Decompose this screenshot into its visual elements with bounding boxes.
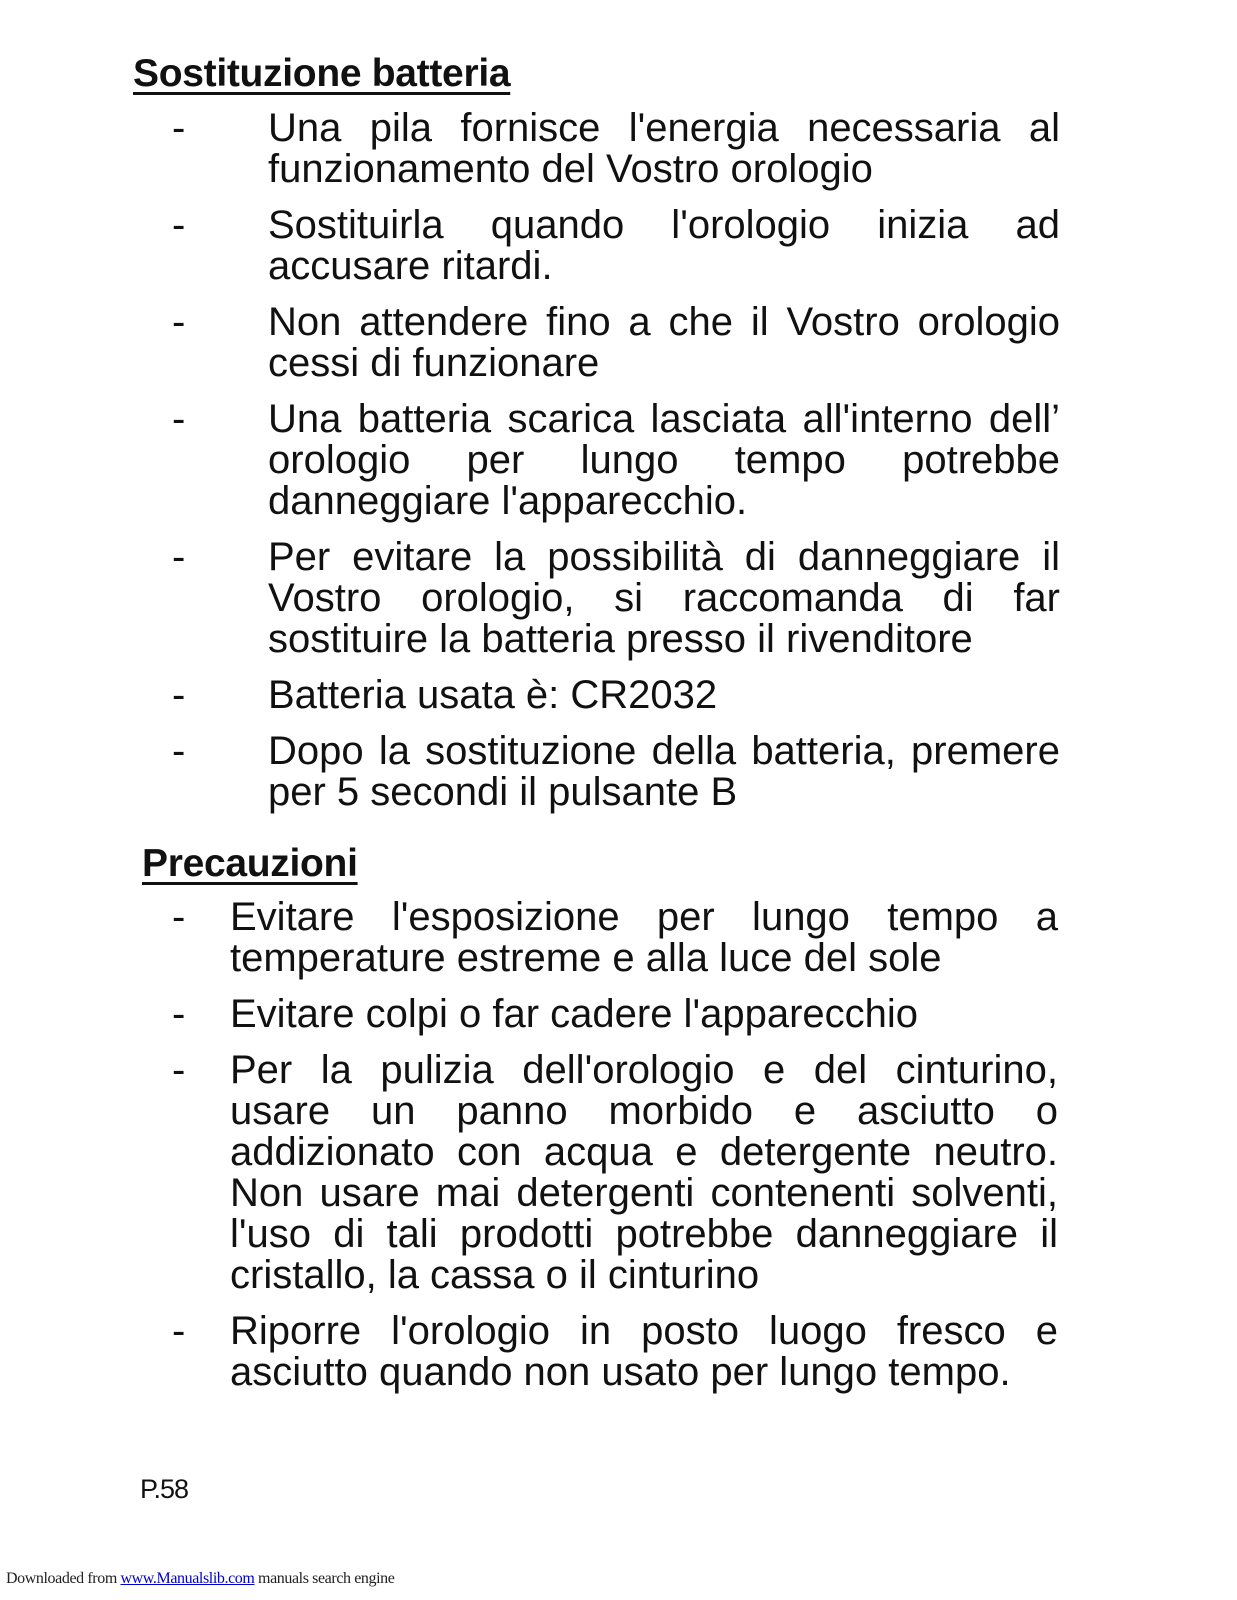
bullet-dash: - — [172, 729, 186, 773]
list-item-text: Per la pulizia dell'orologio e del cinturino, usare un panno morbido e asciutto o addizionato con acqua e detergente neutro. Non usare mai detergenti contenenti solventi, l'uso di tali prodotti potrebbe danneggiare il cristallo, la cassa o il cinturino — [230, 1048, 1058, 1297]
list-item-text: Batteria usata è: CR2032 — [268, 673, 718, 717]
list-item-text: Dopo la sostituzione della batteria, premere per 5 secondi il pulsante B — [268, 729, 1060, 814]
bullet-dash: - — [172, 203, 186, 247]
bullet-dash: - — [172, 673, 186, 717]
list-item-text: Evitare colpi o far cadere l'apparecchio — [230, 992, 919, 1036]
bullet-dash: - — [172, 106, 186, 150]
list-item — [0, 399, 1060, 522]
precautions-list — [0, 897, 1058, 1408]
list-item-text: Evitare l'esposizione per lungo tempo a temperature estreme e alla luce del sole — [230, 895, 1058, 980]
list-item — [0, 205, 1060, 287]
bullet-dash: - — [172, 535, 186, 579]
bullet-dash: - — [172, 1048, 186, 1092]
manualslib-link[interactable]: www.Manualslib.com — [120, 1570, 255, 1587]
list-item — [0, 1311, 1058, 1393]
list-item — [0, 675, 1060, 716]
list-item — [0, 302, 1060, 384]
list-item-text: Una batteria scarica lasciata all'interno dell’ orologio per lungo tempo potrebbe danneggiare l'apparecchio. — [268, 397, 1060, 523]
battery-replacement-list — [0, 108, 1060, 828]
bullet-dash: - — [172, 895, 186, 939]
list-item-text: Una pila fornisce l'energia necessaria al funzionamento del Vostro orologio — [268, 106, 1060, 191]
download-footer — [6, 1570, 394, 1588]
list-item-text: Sostituirla quando l'orologio inizia ad accusare ritardi. — [268, 203, 1060, 288]
section-title-precautions: Precauzioni — [142, 842, 358, 885]
list-item — [0, 897, 1058, 979]
list-item — [0, 537, 1060, 660]
list-item-text: Riporre l'orologio in posto luogo fresco e asciutto quando non usato per lungo tempo. — [230, 1309, 1058, 1394]
list-item — [0, 1050, 1058, 1296]
section-title-battery-replacement: Sostituzione batteria — [133, 52, 511, 95]
page-number: P.58 — [140, 1474, 189, 1504]
footer-prefix: Downloaded from — [6, 1570, 121, 1587]
list-item-text: Per evitare la possibilità di danneggiare il Vostro orologio, si raccomanda di far sostituire la batteria presso il rivenditore — [268, 535, 1060, 661]
list-item — [0, 731, 1060, 813]
list-item — [0, 994, 1058, 1035]
bullet-dash: - — [172, 992, 186, 1036]
list-item-text: Non attendere fino a che il Vostro orologio cessi di funzionare — [268, 300, 1060, 385]
bullet-dash: - — [172, 300, 186, 344]
footer-suffix: manuals search engine — [254, 1570, 395, 1587]
bullet-dash: - — [172, 397, 186, 441]
list-item — [0, 108, 1060, 190]
bullet-dash: - — [172, 1309, 186, 1353]
